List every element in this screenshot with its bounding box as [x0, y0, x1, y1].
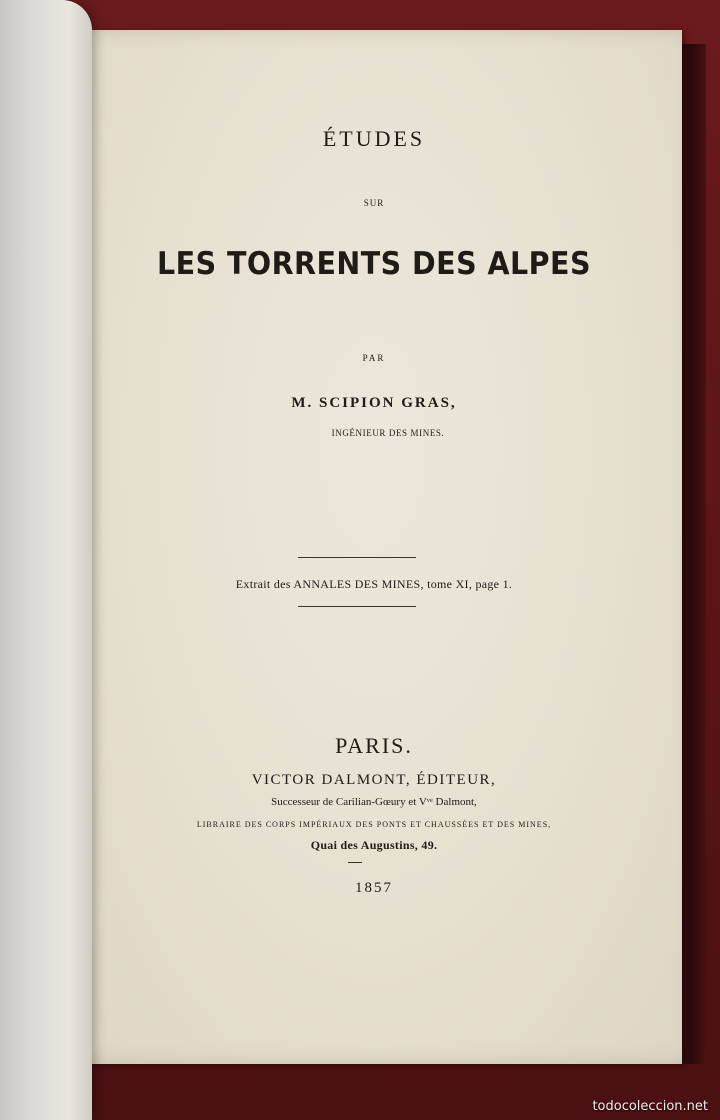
divider-top — [298, 557, 416, 558]
par-word: PAR — [362, 353, 386, 363]
divider-bottom — [298, 606, 416, 607]
heading: ÉTUDES — [322, 126, 426, 151]
extract-note: Extrait des ANNALES DES MINES, tome XI, page 1. — [235, 577, 513, 591]
watermark: todocoleccion.net — [592, 1099, 708, 1114]
sur-word: SUR — [363, 198, 385, 208]
divider-small — [348, 862, 362, 863]
flyleaf-page — [0, 0, 92, 1120]
author-role: INGÉNIEUR DES MINES. — [331, 428, 445, 438]
title-page — [66, 30, 682, 1064]
publisher-address: Quai des Augustins, 49. — [310, 838, 438, 852]
author-name: M. SCIPION GRAS, — [291, 395, 457, 411]
city: PARIS. — [335, 733, 413, 758]
publisher-librairie: LIBRAIRE DES CORPS IMPÉRIAUX DES PONTS ET CHAUSSÉES ET DES MINES, — [196, 820, 552, 829]
publication-year: 1857 — [355, 880, 393, 896]
publisher: VICTOR DALMONT, ÉDITEUR, — [251, 772, 497, 788]
publisher-successor: Successeur de Carilian-Gœury et Vᵛᵉ Dalmont, — [271, 796, 477, 808]
main-title: LES TORRENTS DES ALPES — [157, 246, 591, 282]
